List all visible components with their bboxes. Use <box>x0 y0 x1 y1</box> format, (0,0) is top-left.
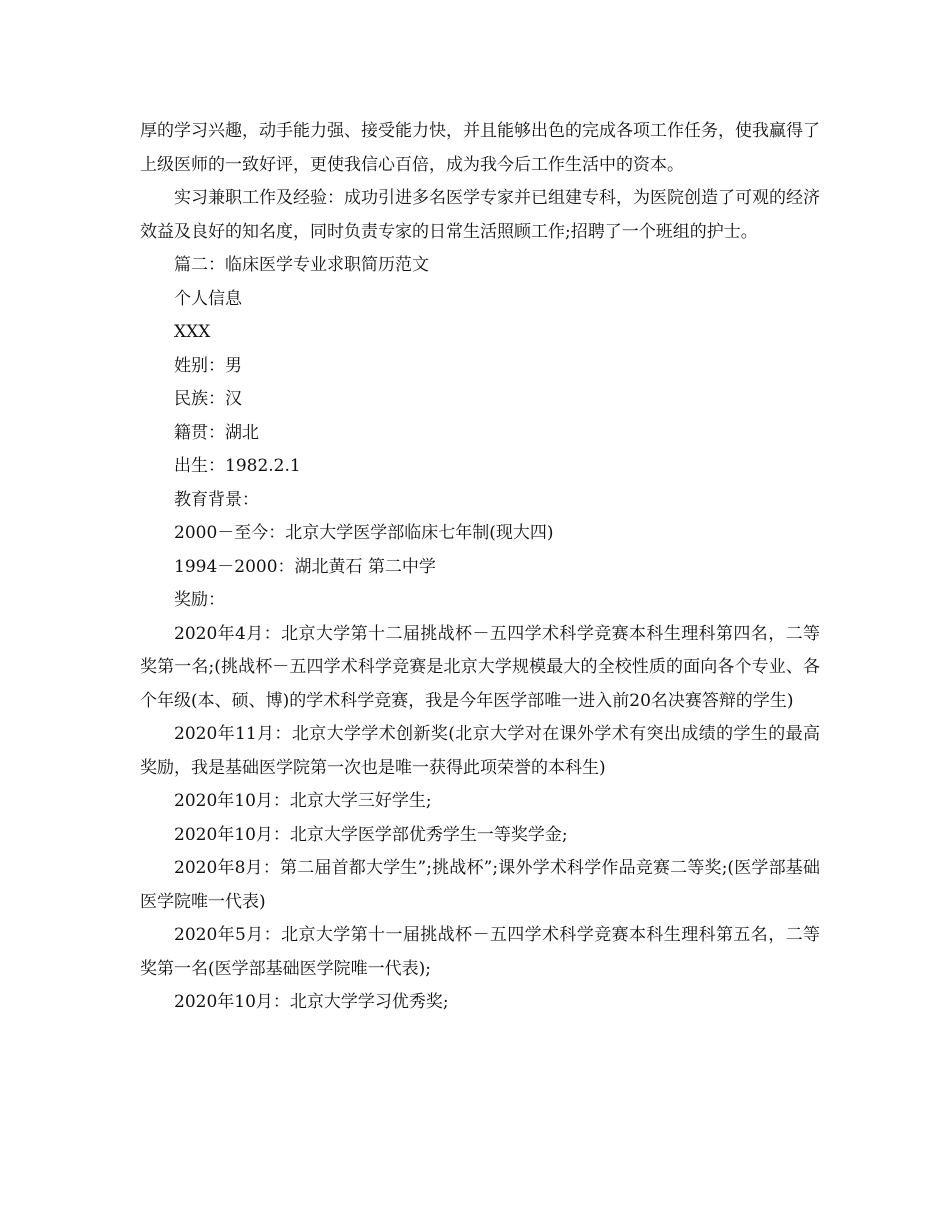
award-item: 2020年5月：北京大学第十一届挑战杯－五四学术科学竞赛本科生理科第五名，二等奖第一名(医学部基础医学院唯一代表); <box>140 925 820 979</box>
education-heading: 教育背景： <box>174 489 259 510</box>
awards-heading: 奖励： <box>174 590 225 610</box>
section-heading: 篇二：临床医学专业求职简历范文 <box>174 255 429 275</box>
award-item: 2020年8月：第二届首都大学生”;挑战杯”;课外学术科学作品竞赛二等奖;(医学部基础医学院唯一代表) <box>140 858 820 912</box>
paragraph: 实习兼职工作及经验：成功引进多名医学专家并已组建专科，为医院创造了可观的经济效益及良好的知名度，同时负责专家的日常生活照顾工作;招聘了一个班组的护士。 <box>140 188 820 242</box>
document-body <box>140 115 820 1020</box>
education-item: 1994－2000：湖北黄石 第二中学 <box>174 556 436 577</box>
ethnicity-line: 民族：汉 <box>174 389 242 409</box>
birth-line: 出生：1982.2.1 <box>174 456 301 476</box>
hometown-line: 籍贯：湖北 <box>174 422 259 443</box>
gender-line: 姓别：男 <box>174 355 242 376</box>
award-item: 2020年10月：北京大学医学部优秀学生一等奖学金; <box>174 824 568 845</box>
award-item: 2020年10月：北京大学三好学生; <box>174 791 432 811</box>
name-line: XXX <box>174 322 211 342</box>
subsection-heading: 个人信息 <box>174 288 242 309</box>
award-item: 2020年10月：北京大学学习优秀奖; <box>174 992 449 1012</box>
education-item: 2000－至今：北京大学医学部临床七年制(现大四) <box>174 523 554 543</box>
award-item: 2020年11月：北京大学学术创新奖(北京大学对在课外学术有突出成绩的学生的最高奖励，我是基础医学院第一次也是唯一获得此项荣誉的本科生) <box>140 724 820 778</box>
paragraph: 厚的学习兴趣，动手能力强、接受能力快，并且能够出色的完成各项工作任务，使我赢得了上级医师的一致好评，更使我信心百倍，成为我今后工作生活中的资本。 <box>140 121 820 175</box>
award-item: 2020年4月：北京大学第十二届挑战杯－五四学术科学竞赛本科生理科第四名，二等奖第一名;(挑战杯－五四学术科学竞赛是北京大学规模最大的全校性质的面向各个专业、各个年级(本、硕、博)的学术科学竞赛，我是今年医学部唯一进入前20名决赛答辩的学生) <box>140 623 820 711</box>
